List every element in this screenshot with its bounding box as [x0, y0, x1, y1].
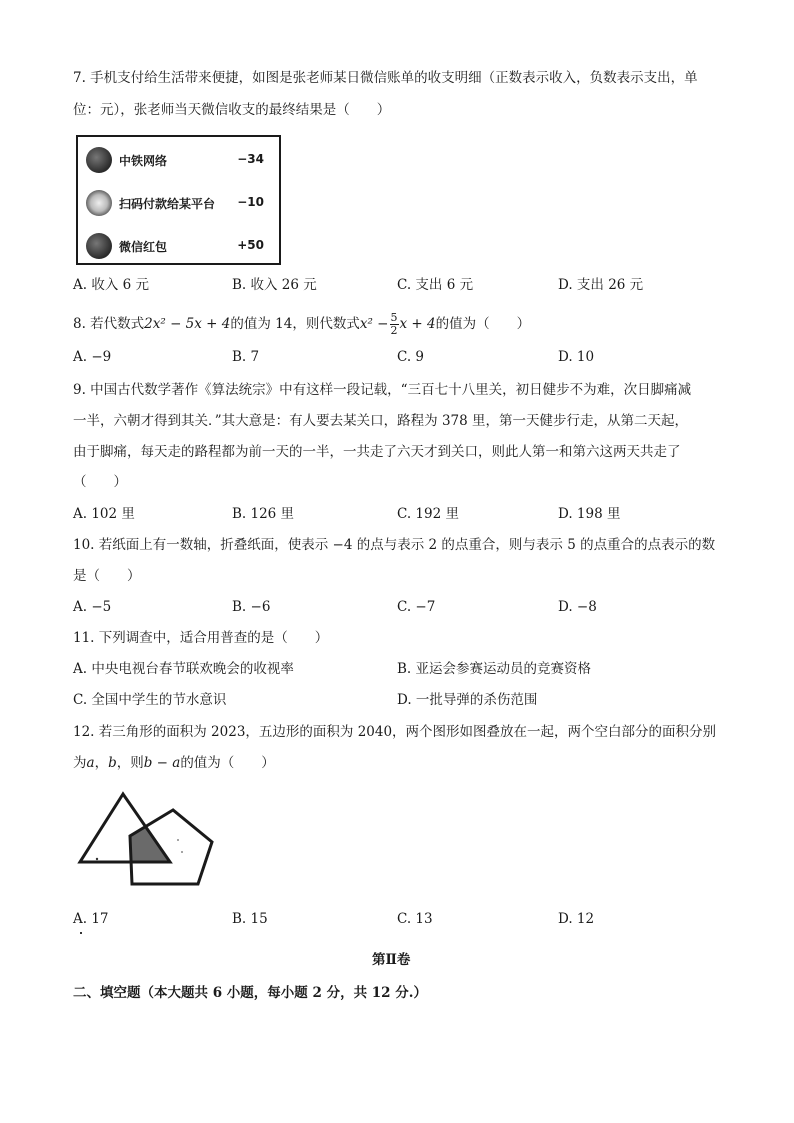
- q11-option-c: C. 全国中学生的节水意识: [73, 692, 227, 708]
- q10-option-b: B. −6: [232, 599, 271, 615]
- q12-option-c: C. 13: [397, 911, 433, 927]
- q9-option-d: D. 198 里: [558, 506, 621, 522]
- fill-in-section-heading: 二、填空题（本大题共 6 小题，每小题 2 分，共 12 分.）: [73, 985, 427, 1001]
- q7-option-a: A. 收入 6 元: [73, 277, 150, 293]
- q9-text-line4: （ ）: [73, 474, 127, 490]
- bill-row: [86, 233, 276, 263]
- q9-option-b: B. 126 里: [232, 506, 295, 522]
- q8-mid: 的值为 14，则代数式: [230, 316, 360, 332]
- triangle-pentagon-figure: [70, 788, 220, 898]
- q10-text-line2: 是（ ）: [73, 568, 141, 584]
- q11-option-b: B. 亚运会参赛运动员的竞赛资格: [397, 661, 592, 677]
- q12-line2-pre: 为: [73, 755, 87, 771]
- q10-option-a: A. −5: [73, 599, 112, 615]
- bill-item-amount: −34: [237, 152, 264, 166]
- q12-text-line2: [73, 753, 275, 773]
- bill-row: [86, 190, 276, 220]
- q9-text-line3: 由于脚痛，每天走的路程都为前一天的一半，一共走了六天才到关口，则此人第一和第六这两天共走了: [73, 444, 681, 460]
- merchant-logo-icon: [86, 190, 112, 216]
- q12-text-line1: 12. 若三角形的面积为 2023，五边形的面积为 2040，两个图形如图叠放在一起，两个空白部分的面积分别: [73, 724, 717, 740]
- q8-option-a: A. −9: [73, 349, 112, 365]
- railway-logo-icon: [86, 147, 112, 173]
- q7-text-line1: 7. 手机支付给生活带来便捷，如图是张老师某日微信账单的收支明细（正数表示收入，负数表示支出，单: [73, 70, 698, 86]
- speck-mark: [96, 858, 98, 860]
- q9-option-c: C. 192 里: [397, 506, 459, 522]
- q8-option-d: D. 10: [558, 349, 595, 365]
- bill-item-amount: +50: [237, 238, 264, 252]
- speck-mark: [80, 932, 82, 934]
- q11-option-a: A. 中央电视台春节联欢晚会的收视率: [73, 661, 294, 677]
- bill-item-name: 微信红包: [119, 240, 168, 254]
- q12-option-a: A. 17: [73, 911, 109, 927]
- q7-option-d: D. 支出 26 元: [558, 277, 644, 293]
- fraction-five-halves: [390, 312, 399, 337]
- q9-option-a: A. 102 里: [73, 506, 135, 522]
- speck-mark: [181, 851, 183, 853]
- q12-line2-mid: ，: [94, 755, 109, 771]
- q12-var-a: a: [86, 755, 95, 771]
- q12-option-b: B. 15: [232, 911, 268, 927]
- q8-expression-2b: x + 4: [399, 316, 436, 332]
- q10-option-c: C. −7: [397, 599, 436, 615]
- q8-expression-2a: x² −: [359, 316, 389, 332]
- q7-option-c: C. 支出 6 元: [397, 277, 474, 293]
- q7-text-line2: 位：元），张老师当天微信收支的最终结果是（ ）: [73, 102, 391, 118]
- q9-text-line1: 9. 中国古代数学著作《算法统宗》中有这样一段记载，“三百七十八里关，初日健步不为难，次日脚痛减: [73, 382, 692, 398]
- q8-option-c: C. 9: [397, 349, 425, 365]
- fraction-denominator: 2: [390, 324, 398, 337]
- q12-option-d: D. 12: [558, 911, 595, 927]
- bill-item-name: 扫码付款给某平台: [119, 197, 216, 211]
- bill-item-name: 中铁网络: [119, 154, 168, 168]
- q9-text-line2: 一半，六朝才得到其关．”其大意是：有人要去某关口，路程为 378 里，第一天健步行走，从第二天起，: [73, 413, 689, 429]
- bill-item-amount: −10: [237, 195, 264, 209]
- speck-mark: [177, 839, 179, 841]
- q8-option-b: B. 7: [232, 349, 260, 365]
- wechat-bill-image: [76, 135, 281, 265]
- q8-prefix: 8. 若代数式: [73, 316, 145, 332]
- q7-option-b: B. 收入 26 元: [232, 277, 317, 293]
- q8-expression-1: 2x² − 5x + 4: [144, 316, 231, 332]
- q8-suffix: 的值为（ ）: [435, 316, 531, 332]
- q12-var-b: b: [108, 755, 117, 771]
- red-packet-avatar-icon: [86, 233, 112, 259]
- q12-expression: b − a: [143, 755, 181, 771]
- q8-text: [73, 312, 530, 337]
- section-title: 第Ⅱ卷: [372, 952, 411, 968]
- q12-line2-mid2: ，则: [116, 755, 144, 771]
- bill-row: [86, 147, 276, 177]
- fraction-numerator: 5: [390, 311, 398, 324]
- q11-text: 11. 下列调查中，适合用普查的是（ ）: [73, 630, 329, 646]
- q10-option-d: D. −8: [558, 599, 597, 615]
- q11-option-d: D. 一批导弹的杀伤范围: [397, 692, 538, 708]
- q10-text-line1: 10. 若纸面上有一数轴，折叠纸面，使表示 −4 的点与表示 2 的点重合，则与表示 5 的点重合的点表示的数: [73, 537, 716, 553]
- q12-line2-post: 的值为（ ）: [180, 755, 275, 771]
